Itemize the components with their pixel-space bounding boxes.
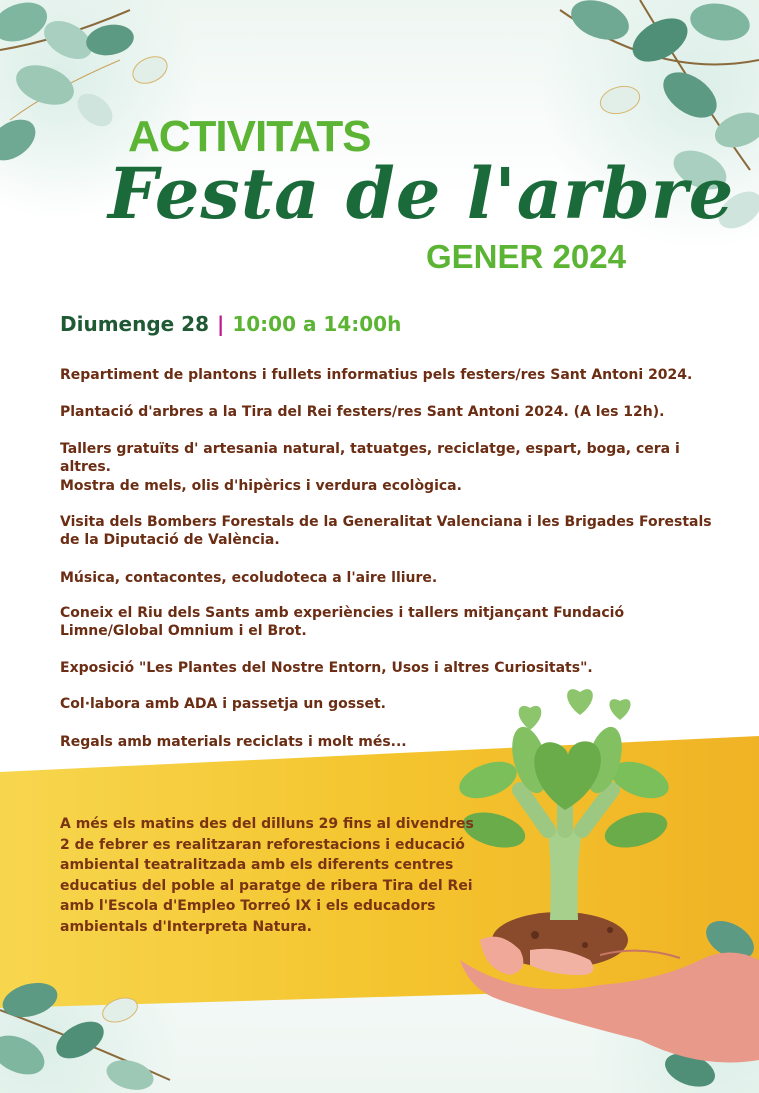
activity-item: Regals amb materials reciclats i molt més... (60, 734, 407, 750)
event-date (60, 312, 401, 336)
event-day: Diumenge 28 (60, 312, 210, 336)
date-separator: | (217, 312, 225, 336)
event-time: 10:00 a 14:00h (232, 312, 402, 336)
title-festa-arbre: Festa de l'arbre (108, 152, 735, 235)
activity-item: Coneix el Riu dels Sants amb experiències i tallers mitjançant Fundació Limne/Global Omnium i el Brot. (60, 605, 625, 639)
title-date: GENER 2024 (426, 238, 626, 275)
activity-item: Plantació d'arbres a la Tira del Rei festers/res Sant Antoni 2024. (A les 12h). (60, 404, 665, 420)
activity-item: Repartiment de plantons i fullets informatius pels festers/res Sant Antoni 2024. (60, 367, 693, 383)
activity-item: Visita dels Bombers Forestals de la Generalitat Valenciana i les Brigades Forestals de la Diputació de València. (60, 514, 712, 548)
activity-item: Col·labora amb ADA i passetja un gosset. (60, 696, 386, 712)
banner-text: A més els matins des del dilluns 29 fins al divendres 2 de febrer es realitzaran reforestacions i educació ambiental teatralitzada amb els diferents centres educatius del poble al paratge de ribera Tira del Rei amb l'Escola d'Empleo Torreó IX i els educadors ambientals d'Interpreta Natura. (60, 816, 474, 935)
activity-item: Música, contacontes, ecoludoteca a l'aire lliure. (60, 570, 438, 586)
activity-item: Mostra de mels, olis d'hipèrics i verdura ecològica. (60, 478, 462, 494)
title-activitats: ACTIVITATS (128, 112, 371, 161)
activity-item: Exposició "Les Plantes del Nostre Entorn, Usos i altres Curiositats". (60, 660, 593, 676)
activity-item: Tallers gratuïts d' artesania natural, tatuatges, reciclatge, espart, boga, cera i altres. (60, 441, 680, 475)
